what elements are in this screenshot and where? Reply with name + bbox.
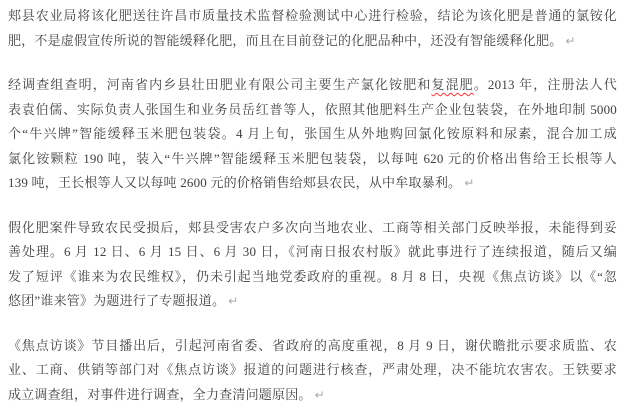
text-line: 假化肥案件导致农民受损后，郏县受害农户多次向当地农业、工商等相关部门反映举报，未能得到妥 xyxy=(8,219,617,235)
text-line: 《焦点访谈》节目播出后，引起河南省委、省政府的高度重视，8 月 9 日，谢伏瞻批示要求质监、农 xyxy=(8,337,617,353)
text-run: 经调查组查明，河南省内乡县壮田肥业有限公司主要生产氯化铵肥和 xyxy=(8,77,432,92)
text-run: 成立调查组，对事件进行调查，全力查清问题原因。 xyxy=(8,386,312,402)
text-line: 表袁伯儒、实际负责人张国生和业务员岳红普等人，依照其他肥料生产企业包装袋，在外地印制 5000 xyxy=(8,101,617,117)
text-run: 。2013 年，注册法人代 xyxy=(473,77,617,92)
text-line: 发了短评《谁来为农民维权》，仍未引起当地党委政府的重视。8 月 8 日，央视《焦点访谈》以《“忽 xyxy=(8,268,617,284)
text-line xyxy=(8,171,617,196)
spellcheck-flagged-text: 复混肥 xyxy=(431,77,474,92)
text-run: 悠团”谁来管》为题进行了专题报道。 xyxy=(8,293,226,308)
paragraph-mark-icon: ↵ xyxy=(565,33,576,48)
text-line xyxy=(8,29,617,54)
paragraph-3 xyxy=(8,216,617,314)
text-run: 139 吨，王长根等人又以每吨 2600 元的价格销售给郏县农民，从中牟取暴利。 xyxy=(8,175,462,190)
text-line xyxy=(8,73,617,98)
paragraph-mark-icon: ↵ xyxy=(464,176,475,190)
text-line: 个“牛兴牌”智能缓释玉米肥包装袋。4 月上旬，张国生从外地购回氯化铵原料和尿素，混合加工成 xyxy=(8,126,617,141)
text-run: 肥，不是虚假宣传所说的智能缓释化肥，而且在目前登记的化肥品种中，还没有智能缓释化肥。 xyxy=(8,32,563,48)
text-line xyxy=(8,383,617,408)
paragraph-4 xyxy=(8,334,617,408)
text-line: 业、工商、供销等部门对《焦点访谈》报道的问题进行核查，严肃处理，决不能坑农害农。王铁要求 xyxy=(8,362,617,377)
text-line xyxy=(8,289,617,314)
text-line: 郏县农业局将该化肥送往许昌市质量技术监督检验测试中心进行检验，结论为该化肥是普通的氯铵化 xyxy=(8,8,617,23)
paragraph-mark-icon: ↵ xyxy=(228,294,239,308)
text-line: 善处理。6 月 12 日、6 月 15 日、6 月 30 日，《河南日报农村版》就此事进行了连续报道，随后又编 xyxy=(8,244,617,259)
text-line: 氯化铵颗粒 190 吨，装入“牛兴牌”智能缓释玉米肥包装袋，以每吨 620 元的价格出售给王长根等人 xyxy=(8,150,617,166)
paragraph-mark-icon: ↵ xyxy=(314,387,325,402)
paragraph-1 xyxy=(8,4,617,53)
paragraph-2 xyxy=(8,73,617,196)
